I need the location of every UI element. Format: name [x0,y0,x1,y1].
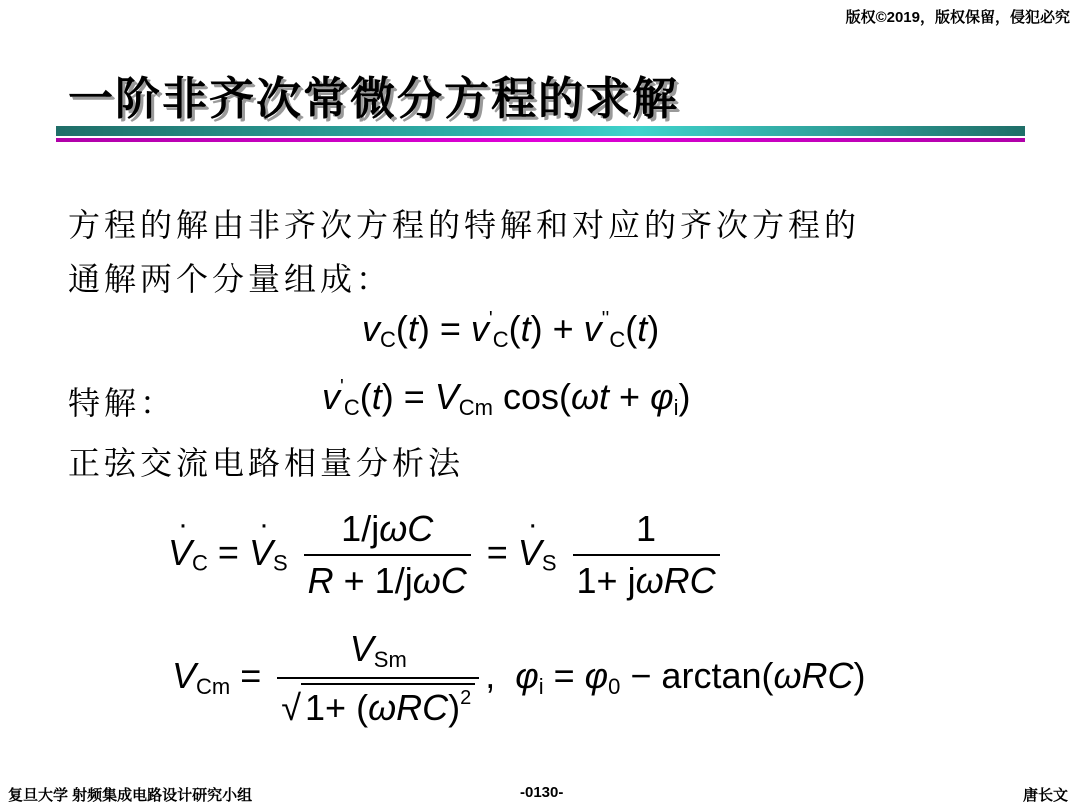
equation-amplitude-phase: $V_{Cm}$ = $\frac{V_{Sm}}{√ 1+ (\omega RC)^2}$ , $\varphi_i = \varphi_0 - \arctan(\omega RC)$ [172,628,866,728]
intro-line-2: 通解两个分量组成： [68,260,393,298]
equation-phasor: · $V_C$ = · $V_S$ $\frac{\text{1/jωC}}{\text{R + 1/jωC}}$ = · $V_S$ $\frac{1}{\text{1+ jωRC}}$ [168,508,726,602]
method-label: 正弦交流电路相量分析法 [68,444,465,482]
intro-line-1: 方程的解由非齐次方程的特解和对应的齐次方程的 [68,206,861,244]
fraction-simplified: $\frac{1}{\text{1+ jωRC}}$ [573,508,720,602]
footer-affiliation: 复旦大学 射频集成电路设计研究小组 [8,787,253,804]
title-underline-teal [56,126,1025,136]
copyright-notice: 版权©2019，版权保留，侵犯必究 [845,9,1070,26]
equation-particular: $v'_C(t) = V_{Cm}$ $\cos(\omega t + \varphi_i)$ [322,376,691,420]
fraction-impedance: $\frac{\text{1/jωC}}{\text{R + 1/jωC}}$ [304,508,471,602]
footer-author: 唐长文 [1022,787,1068,804]
slide-title: 一阶非齐次常微分方程的求解 [68,72,680,125]
fraction-amplitude: $\frac{V_{Sm}}{√ 1+ (\omega RC)^2}$ [277,628,479,729]
equation-solution-sum: $v_C(t) = v'_C(t) + v''_C(t)$ [362,308,660,352]
particular-label: 特解： [68,384,177,422]
footer-page-number: -0130- [520,784,564,801]
title-underline-magenta [56,138,1025,142]
